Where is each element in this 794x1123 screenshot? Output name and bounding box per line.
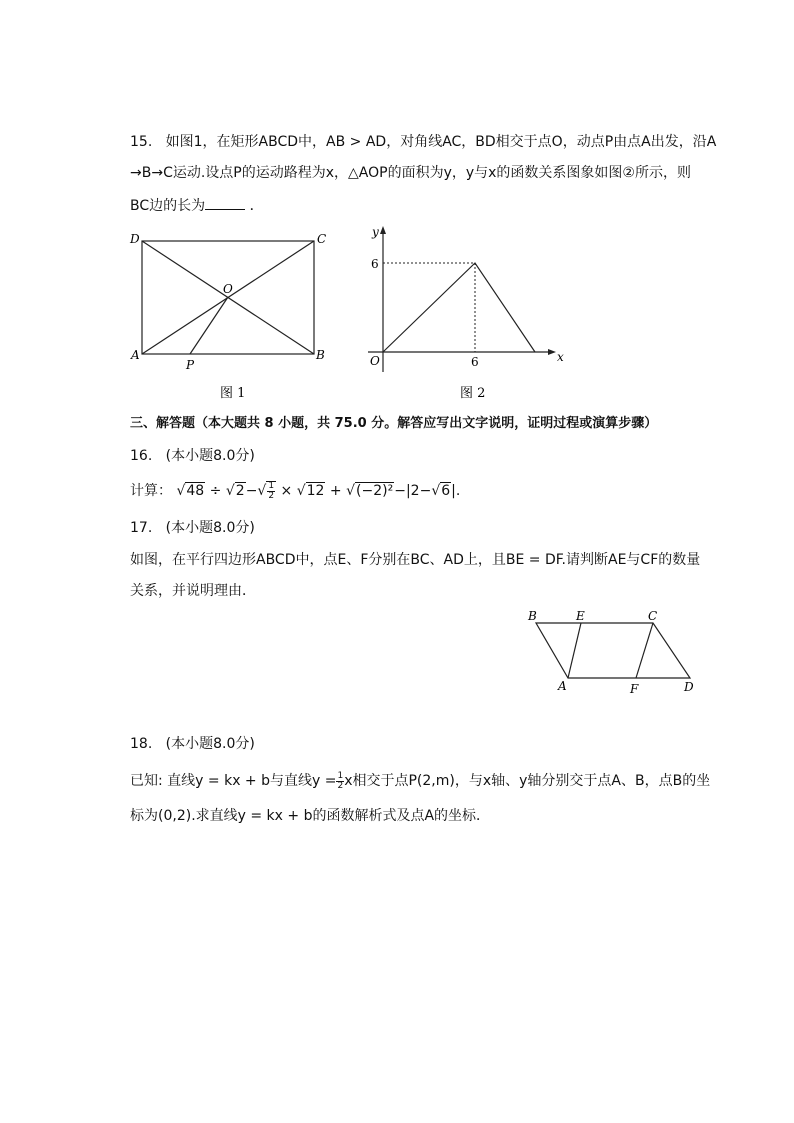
q15-text-1: 如图1，在矩形ABCD中，AB > AD，对角线AC，BD相交于点O，动点P由点A出发，沿A — [165, 134, 717, 150]
frac-den: 2 — [268, 490, 275, 501]
label-A: A — [131, 348, 140, 362]
axis-x-label: x — [557, 350, 564, 364]
q18-text-2: 标为(0,2).求直线y = kx + b的函数解析式及点A的坐标． — [130, 808, 491, 824]
q16-prefix: 计算： — [130, 483, 172, 499]
op-divide: ÷ — [209, 483, 222, 499]
op-times: × — [280, 483, 293, 499]
op-minus: − — [245, 483, 258, 499]
figure-2-caption: 图 2 — [460, 386, 486, 401]
frac-num: 1 — [268, 480, 275, 491]
fraction-half — [267, 482, 275, 501]
q18-text-1b: x相交于点P(2,m)，与x轴、y轴分别交于点A、B，点B的坐 — [344, 773, 711, 789]
sqrt-neg2-squared: √(−2)² — [346, 483, 394, 499]
q17-number: 17. — [130, 520, 153, 536]
q18-score: (本小题8.0分) — [165, 736, 255, 752]
q16-header — [130, 446, 255, 466]
sqrt-48: √48 — [176, 483, 205, 499]
q16-number: 16. — [130, 448, 153, 464]
q16-expression — [130, 478, 460, 504]
q18-frac-num: 1 — [337, 770, 344, 781]
label-F: F — [630, 682, 639, 696]
figure-1-caption: 图 1 — [220, 386, 246, 401]
q17-text-1: 如图，在平行四边形ABCD中，点E、F分别在BC、AD上，且BE = DF.请判断AE与CF的数量 — [130, 552, 701, 568]
label-E: E — [576, 609, 585, 623]
answer-blank[interactable] — [205, 195, 245, 210]
origin-label: O — [370, 354, 380, 368]
section-3-text: 三、解答题（本大题共 8 小题，共 75.0 分。解答应写出文字说明，证明过程或演算步骤） — [130, 416, 658, 431]
q15-text-3-end: ． — [249, 198, 264, 214]
q18-text-1a: 已知: 直线y = kx + b与直线y = — [130, 773, 337, 789]
q15-text-3: BC边的长为 — [130, 198, 206, 214]
label-C: C — [648, 609, 658, 623]
tick-y-6: 6 — [371, 257, 379, 271]
radicand-6: 6 — [441, 483, 451, 499]
q18-header — [130, 734, 255, 754]
q18-number: 18. — [130, 736, 153, 752]
q15-number: 15. — [130, 134, 153, 150]
label-D: D — [684, 680, 694, 694]
q17-score: (本小题8.0分) — [165, 520, 255, 536]
q18-line-2 — [130, 806, 490, 826]
q16-score: (本小题8.0分) — [165, 448, 255, 464]
tick-x-6: 6 — [471, 355, 479, 369]
q17-line-1 — [130, 550, 700, 570]
section-3-header — [130, 414, 657, 434]
label-A: A — [558, 679, 567, 693]
label-O: O — [223, 282, 233, 296]
sqrt-2: √2 — [225, 483, 245, 499]
q17-line-2 — [130, 581, 256, 601]
radicand-neg2-sq: (−2)² — [356, 483, 394, 499]
q15-line-2 — [130, 163, 691, 183]
label-B: B — [316, 348, 325, 362]
label-D: D — [130, 232, 140, 246]
radicand-48: 48 — [186, 483, 205, 499]
radicand-12: 12 — [306, 483, 325, 499]
op-plus: + — [329, 483, 342, 499]
sqrt-half: √ $\frac{1}{2}$ — [257, 480, 275, 501]
sqrt-12: √12 — [296, 483, 325, 499]
figure-1-rectangle — [120, 225, 340, 405]
figure-parallelogram — [520, 600, 705, 700]
label-P: P — [186, 358, 195, 372]
q15-line-1 — [130, 132, 716, 152]
q18-frac-den: 2 — [337, 780, 344, 791]
label-C: C — [317, 232, 327, 246]
q18-line-1 — [130, 768, 710, 794]
figure-2-graph — [360, 222, 580, 407]
label-B: B — [528, 609, 537, 623]
abs-close: |. — [451, 483, 461, 499]
sqrt-6: √6 — [431, 483, 451, 499]
q15-answer-line — [130, 195, 264, 216]
axis-y-label: y — [372, 225, 379, 239]
abs-open: −|2− — [394, 483, 432, 499]
q17-header — [130, 518, 255, 538]
q17-text-2: 关系，并说明理由． — [130, 583, 256, 599]
radicand-2: 2 — [235, 483, 245, 499]
q15-text-2: →B→C运动.设点P的运动路程为x，△AOP的面积为y，y与x的函数关系图象如图②所示，则 — [130, 165, 691, 181]
